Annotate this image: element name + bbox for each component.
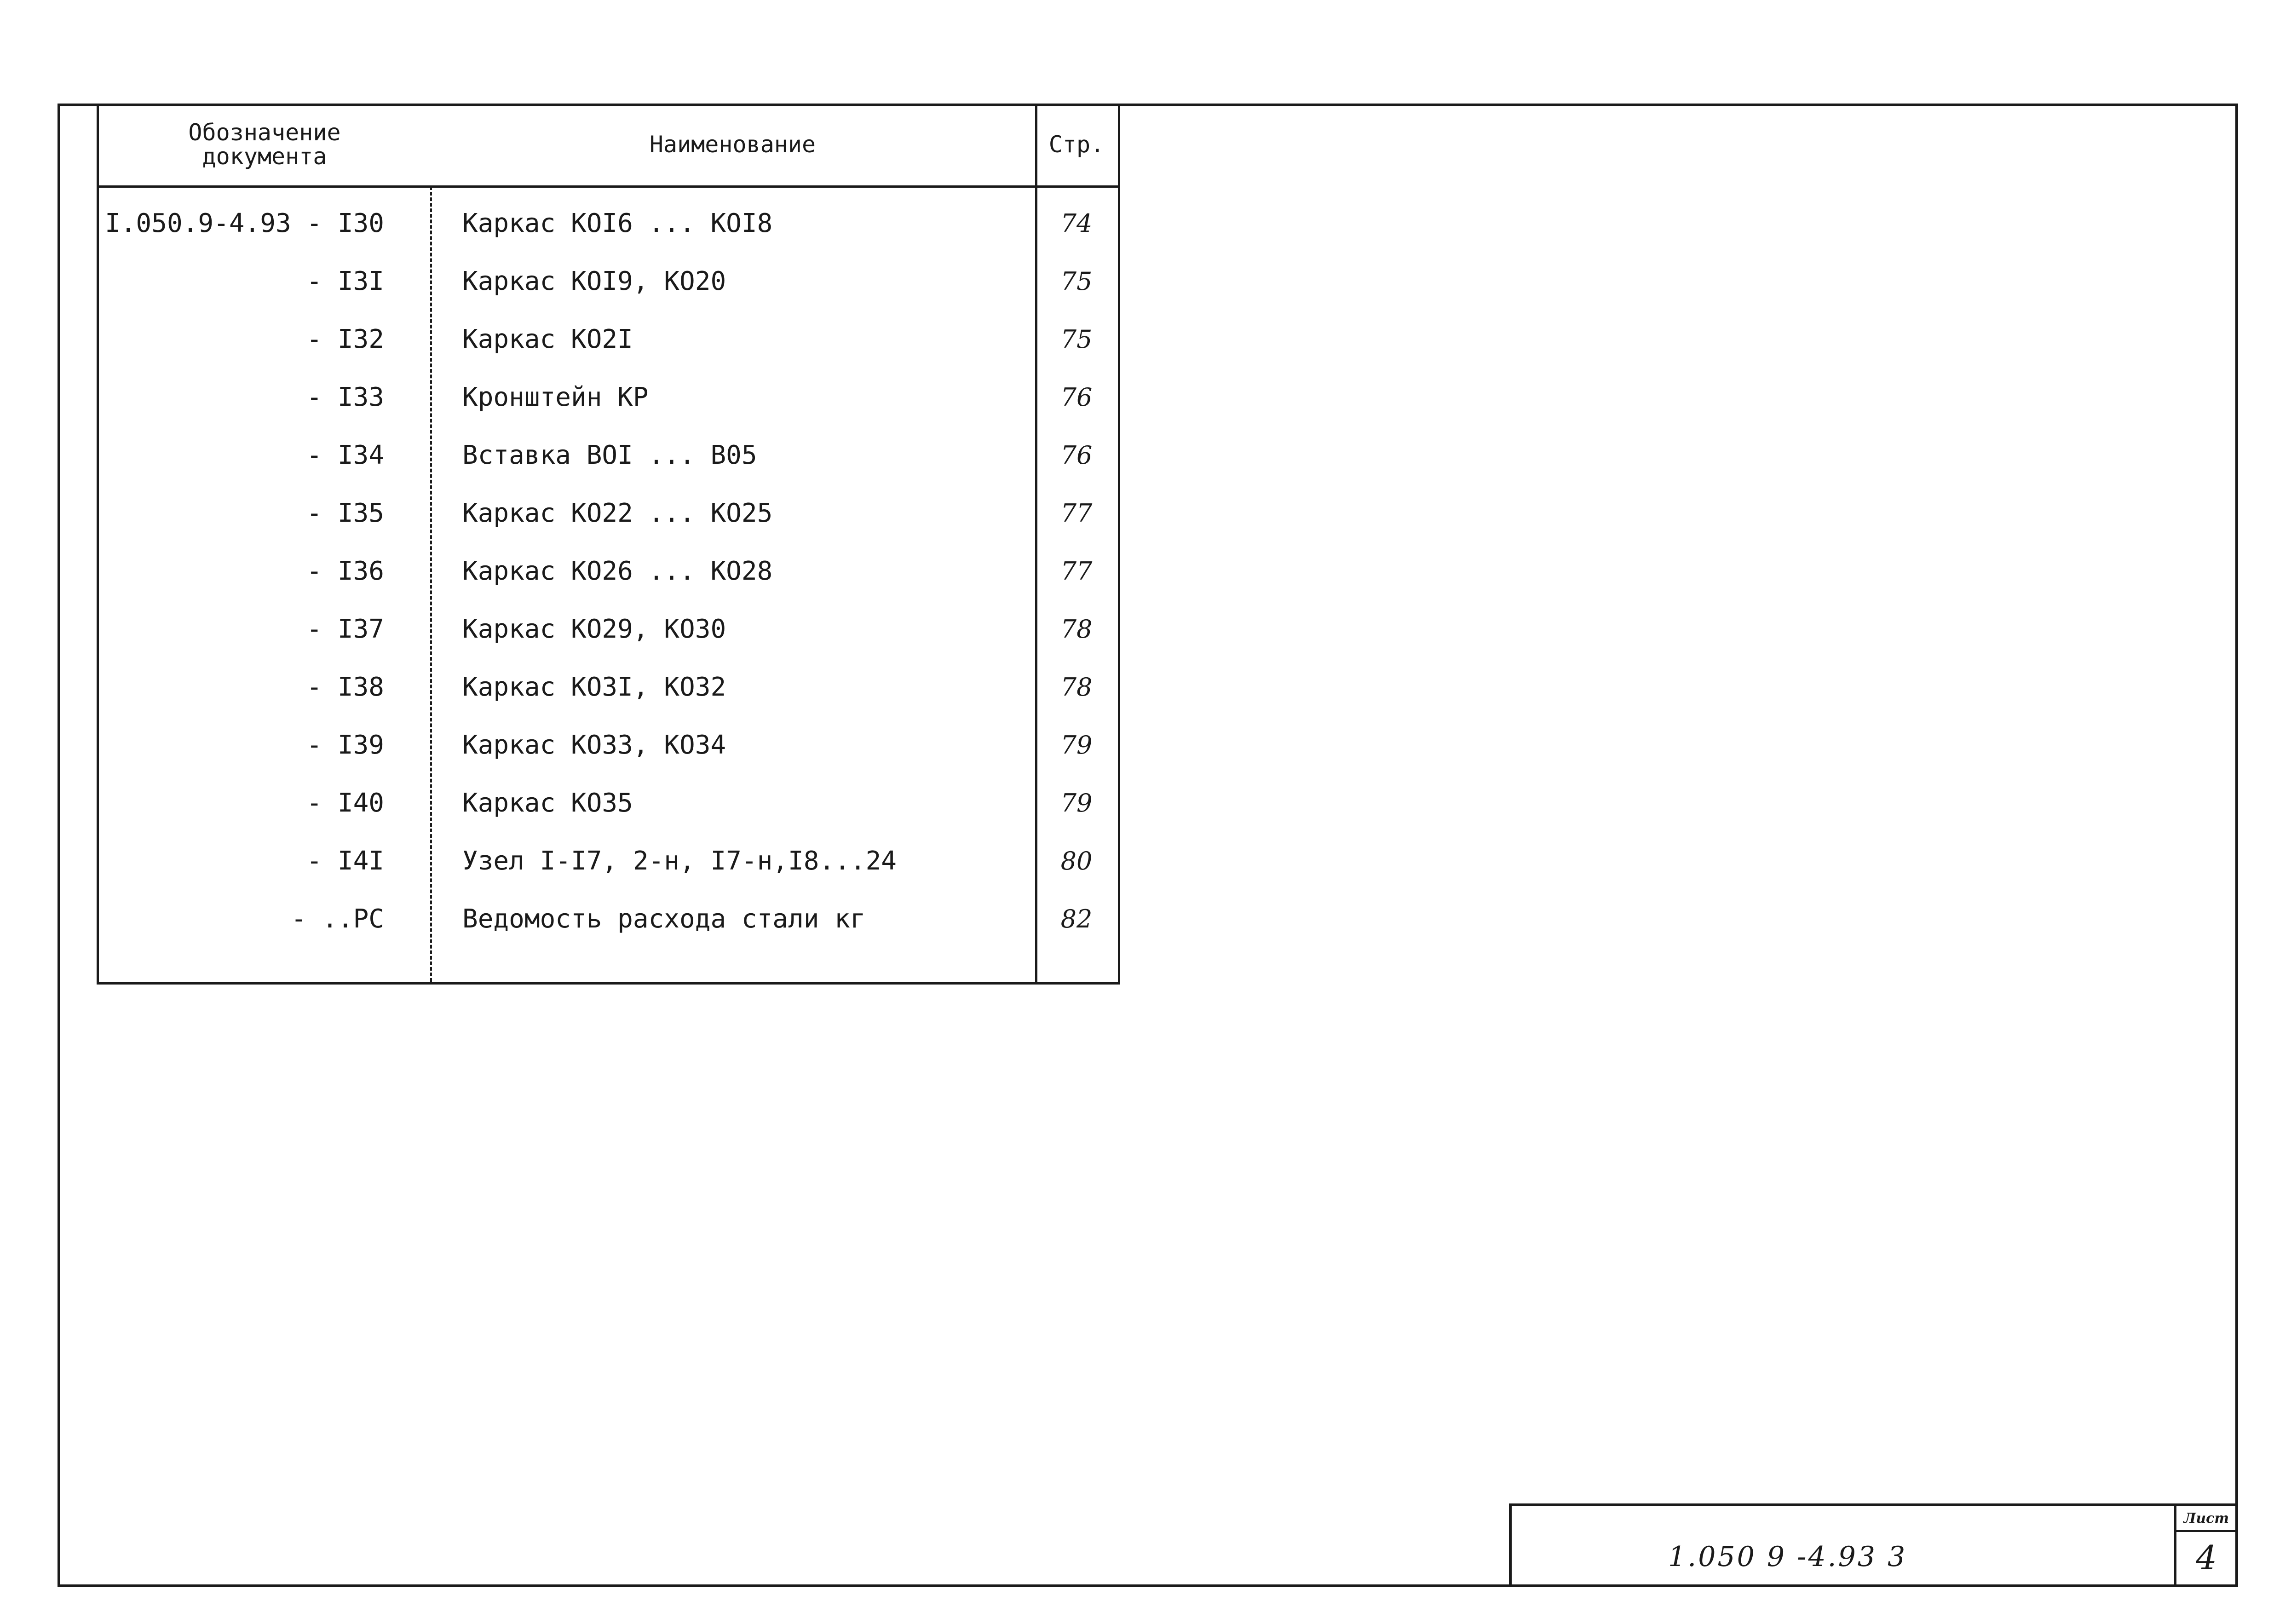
row-page: 79 bbox=[1060, 730, 1093, 760]
header-divider bbox=[99, 185, 1120, 188]
row-code: - I4I bbox=[306, 846, 384, 876]
row-page: 76 bbox=[1060, 382, 1093, 412]
row-code: - I3I bbox=[306, 266, 384, 296]
row-page: 78 bbox=[1060, 672, 1093, 702]
row-code: - I37 bbox=[306, 614, 384, 644]
table-row bbox=[99, 368, 1120, 426]
row-code: I.050.9-4.93 - I30 bbox=[105, 208, 384, 238]
row-page: 77 bbox=[1060, 556, 1093, 586]
row-name: Каркас КОI6 ... КОI8 bbox=[462, 208, 773, 238]
table-row bbox=[99, 194, 1120, 252]
row-name: Каркас КО33, КО34 bbox=[462, 730, 726, 760]
header-page: Стр. bbox=[1048, 131, 1105, 158]
row-page: 78 bbox=[1060, 614, 1093, 644]
row-code: - I33 bbox=[306, 382, 384, 412]
row-name: Вставка ВОI ... В05 bbox=[462, 440, 757, 470]
row-name: Каркас КО22 ... КО25 bbox=[462, 498, 773, 528]
table-row bbox=[99, 716, 1120, 774]
row-page: 75 bbox=[1060, 266, 1093, 296]
header-designation-line1: Обозначение bbox=[188, 119, 341, 146]
row-page: 74 bbox=[1060, 208, 1093, 238]
contents-table bbox=[97, 104, 1120, 985]
table-row bbox=[99, 252, 1120, 310]
row-code: - I34 bbox=[306, 440, 384, 470]
sheet-label: Лист bbox=[2183, 1510, 2229, 1526]
row-name: Каркас КО3I, КО32 bbox=[462, 672, 726, 702]
row-name: Каркас КОI9, КО20 bbox=[462, 266, 726, 296]
title-block-document-code: 1.050 9 -4.93 3 bbox=[1668, 1541, 1907, 1573]
table-row bbox=[99, 774, 1120, 832]
row-page: 80 bbox=[1060, 846, 1093, 875]
table-row bbox=[99, 542, 1120, 600]
row-code: - I32 bbox=[306, 324, 384, 354]
table-row bbox=[99, 426, 1120, 484]
row-code: - ..PC bbox=[291, 904, 384, 934]
header-designation bbox=[99, 104, 430, 185]
row-name: Кронштейн КР bbox=[462, 382, 649, 412]
table-row bbox=[99, 310, 1120, 368]
row-page: 75 bbox=[1060, 324, 1093, 354]
row-name: Каркас КО2I bbox=[462, 324, 633, 354]
row-page: 79 bbox=[1060, 788, 1093, 818]
row-name: Каркас КО35 bbox=[462, 788, 633, 818]
title-block bbox=[1509, 1503, 2238, 1587]
header-designation-line2: документа bbox=[202, 143, 327, 170]
row-name: Узел I-I7, 2-н, I7-н,I8...24 bbox=[462, 846, 897, 876]
table-row bbox=[99, 658, 1120, 716]
row-code: - I35 bbox=[306, 498, 384, 528]
row-name: Каркас КО29, КО30 bbox=[462, 614, 726, 644]
row-name: Ведомость расхода стали кг bbox=[462, 904, 866, 934]
sheet-number: 4 bbox=[2196, 1538, 2217, 1577]
table-row bbox=[99, 832, 1120, 890]
table-row bbox=[99, 600, 1120, 658]
row-code: - I40 bbox=[306, 788, 384, 818]
row-page: 77 bbox=[1060, 498, 1093, 528]
row-name: Каркас КО26 ... КО28 bbox=[462, 556, 773, 586]
header-name: Наименование bbox=[649, 131, 816, 158]
row-page: 76 bbox=[1060, 440, 1093, 470]
row-code: - I36 bbox=[306, 556, 384, 586]
row-code: - I39 bbox=[306, 730, 384, 760]
row-page: 82 bbox=[1060, 904, 1093, 933]
row-code: - I38 bbox=[306, 672, 384, 702]
table-row bbox=[99, 890, 1120, 948]
table-row bbox=[99, 484, 1120, 542]
